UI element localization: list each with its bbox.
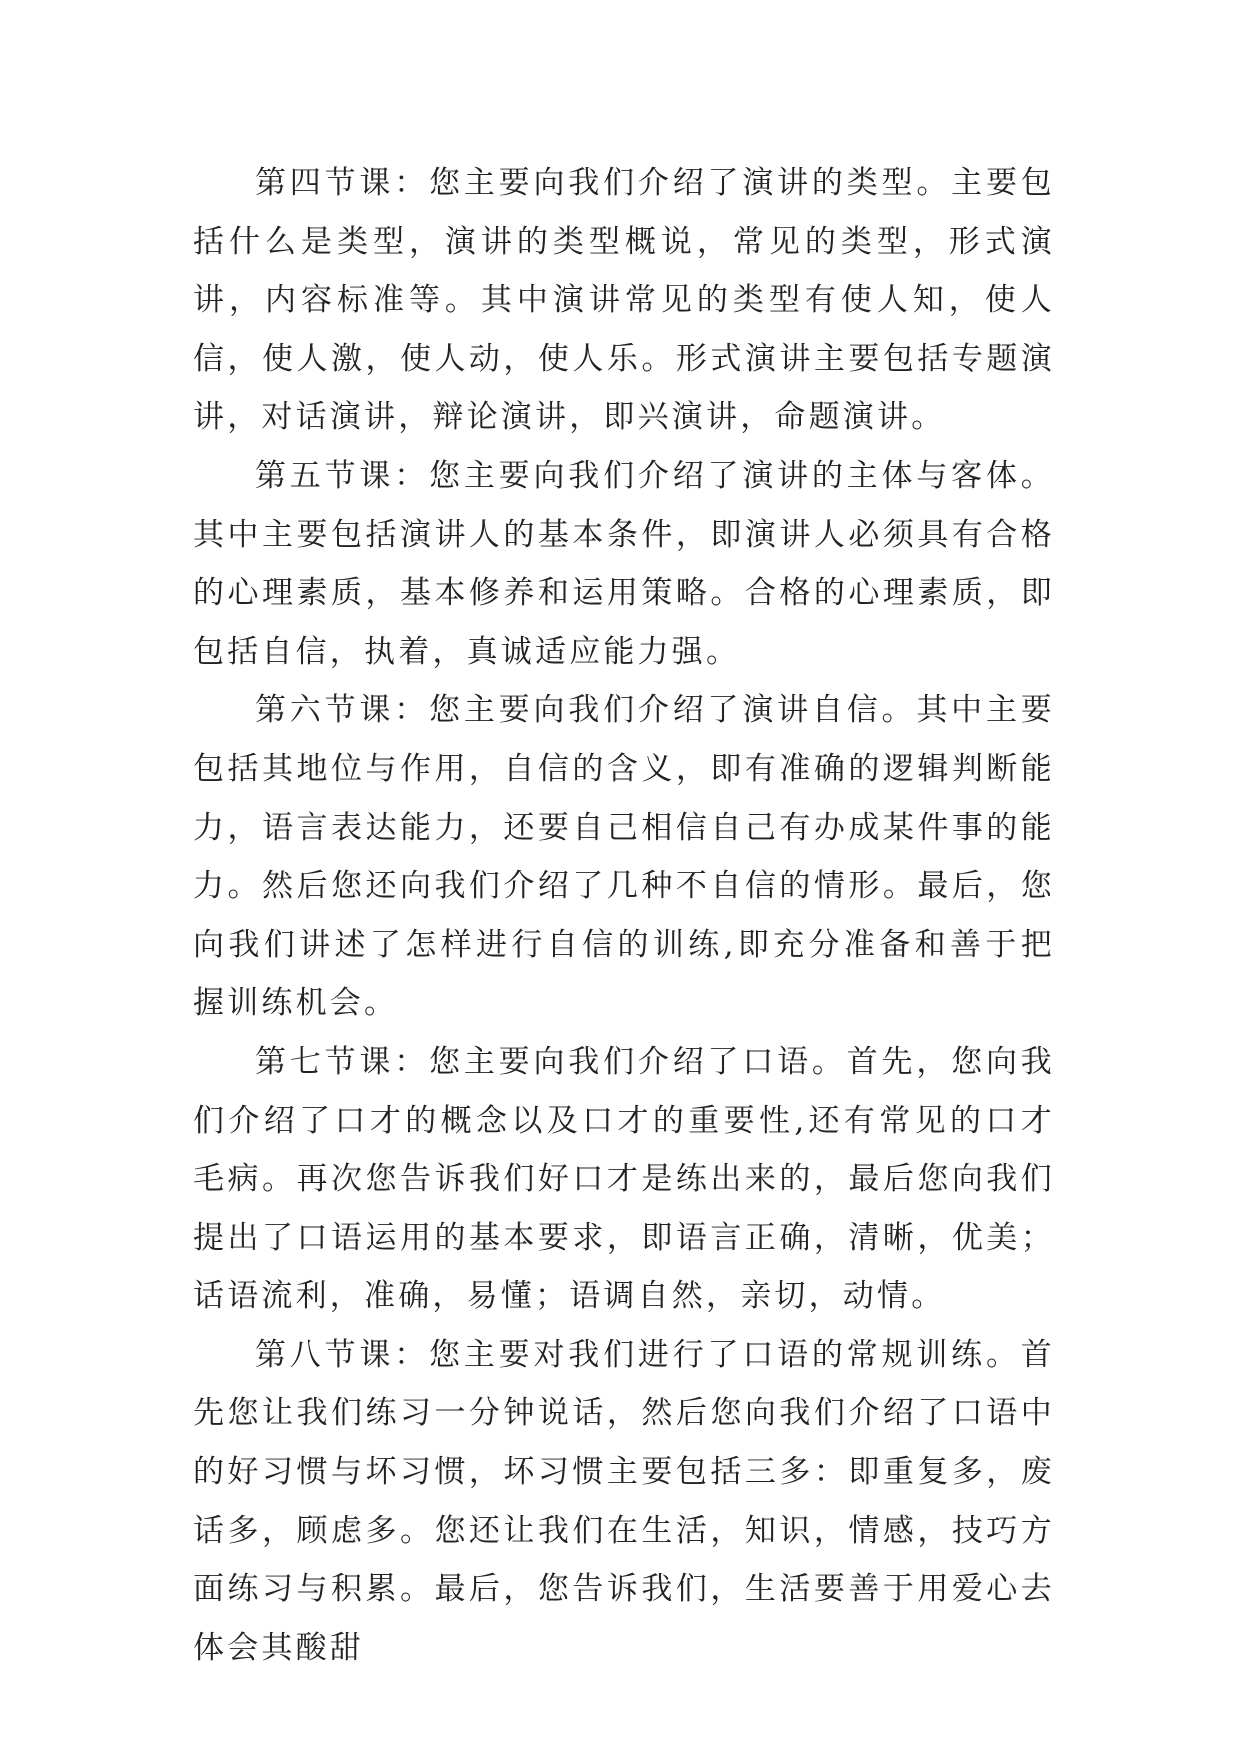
paragraph-lesson-6: 第六节课：您主要向我们介绍了演讲自信。其中主要包括其地位与作用，自信的含义，即有准确的逻辑判断能力，语言表达能力，还要自己相信自己有办成某件事的能力。然后您还向我们介绍了几种不自信的情形。最后，您向我们讲述了怎样进行自信的训练,即充分准备和善于把握训练机会。 (193, 692, 1055, 1022)
paragraph-lesson-5: 第五节课：您主要向我们介绍了演讲的主体与客体。其中主要包括演讲人的基本条件，即演讲人必须具有合格的心理素质，基本修养和运用策略。合格的心理素质，即包括自信，执着，真诚适应能力强。 (193, 457, 1055, 670)
document-body (193, 154, 1055, 1677)
paragraph-lesson-4: 第四节课：您主要向我们介绍了演讲的类型。主要包括什么是类型，演讲的类型概说，常见的类型，形式演讲，内容标准等。其中演讲常见的类型有使人知，使人信，使人激，使人动，使人乐。形式演讲主要包括专题演讲，对话演讲，辩论演讲，即兴演讲，命题演讲。 (193, 165, 1055, 436)
paragraph-lesson-8: 第八节课：您主要对我们进行了口语的常规训练。首先您让我们练习一分钟说话，然后您向我们介绍了口语中的好习惯与坏习惯，坏习惯主要包括三多：即重复多，废话多，顾虑多。您还让我们在生活，知识，情感，技巧方面练习与积累。最后，您告诉我们，生活要善于用爱心去体会其酸甜 (193, 1336, 1055, 1666)
paragraph-lesson-7: 第七节课：您主要向我们介绍了口语。首先，您向我们介绍了口才的概念以及口才的重要性,还有常见的口才毛病。再次您告诉我们好口才是练出来的，最后您向我们提出了口语运用的基本要求，即语言正确，清晰，优美；话语流利，准确，易懂；语调自然，亲切，动情。 (193, 1043, 1055, 1315)
